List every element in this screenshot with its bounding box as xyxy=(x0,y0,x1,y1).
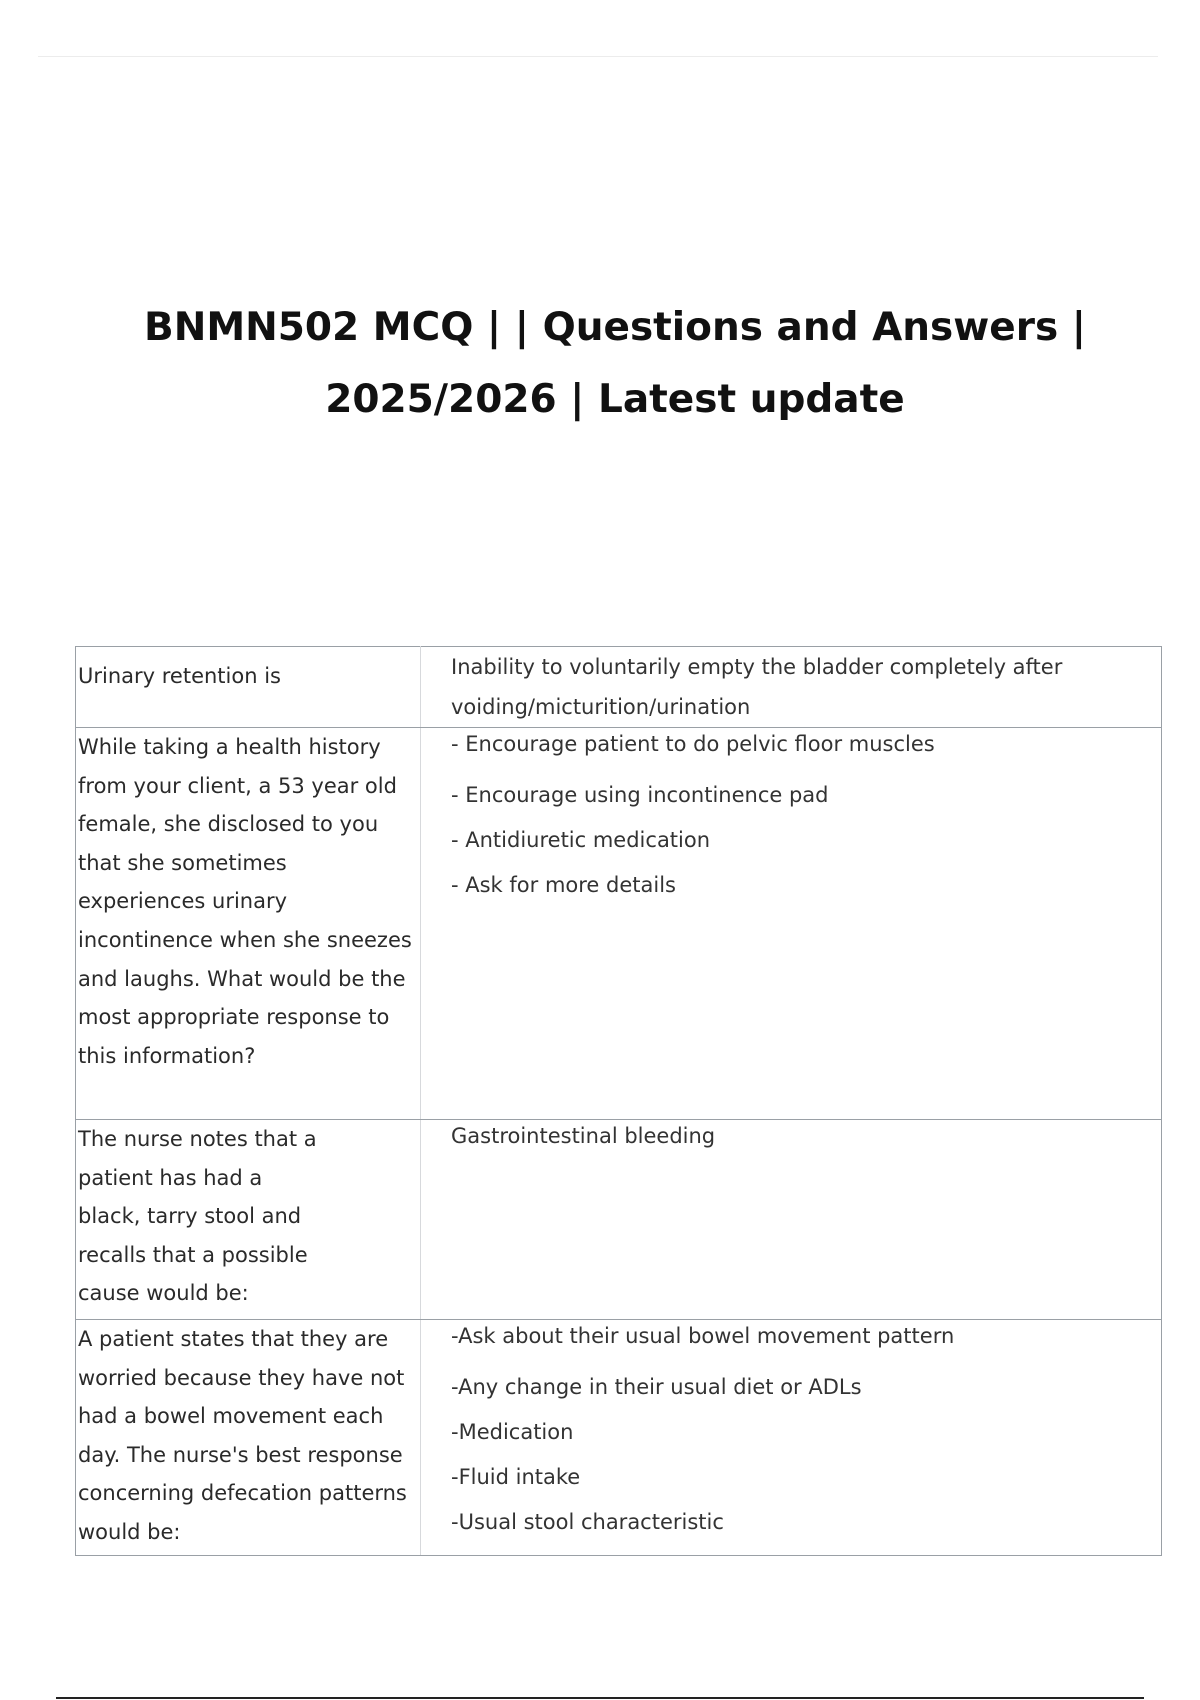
answer-item: -Medication xyxy=(451,1420,574,1444)
answer-item: - Encourage patient to do pelvic floor muscles xyxy=(451,732,935,756)
answer-cell xyxy=(421,1320,1162,1556)
document-title: BNMN502 MCQ | | Questions and Answers | 2025/2026 | Latest update xyxy=(143,305,1087,422)
answer-item: - Antidiuretic medication xyxy=(451,828,711,852)
question-text: Urinary retention is xyxy=(78,664,281,688)
qa-table xyxy=(75,646,1162,1556)
answer-cell xyxy=(421,647,1162,728)
answer-item: - Ask for more details xyxy=(451,873,676,897)
answer-cell xyxy=(421,1120,1162,1320)
table-row xyxy=(76,647,1162,728)
table-row xyxy=(76,728,1162,1120)
answer-item: -Usual stool characteristic xyxy=(451,1510,724,1534)
answer-item: -Any change in their usual diet or ADLs xyxy=(451,1375,862,1399)
table-row xyxy=(76,1320,1162,1556)
question-cell xyxy=(76,647,421,728)
bottom-divider xyxy=(56,1697,1144,1699)
answer-item: -Ask about their usual bowel movement pattern xyxy=(451,1324,955,1348)
top-divider xyxy=(38,56,1158,57)
answer-cell xyxy=(421,728,1162,1120)
question-text: While taking a health history from your client, a 53 year old female, she disclosed to you that she sometimes experiences urinary incontinence when she sneezes and laughs. What would be the most appropriate response to this information? xyxy=(78,735,412,1068)
question-text: The nurse notes that a patient has had a black, tarry stool and recalls that a possible cause would be: xyxy=(78,1127,317,1306)
answer-list xyxy=(451,1120,1153,1152)
answer-item: - Encourage using incontinence pad xyxy=(451,783,829,807)
question-cell xyxy=(76,1320,421,1556)
answer-item: Gastrointestinal bleeding xyxy=(451,1124,716,1148)
answer-item: -Fluid intake xyxy=(451,1465,581,1489)
answer-text: Inability to voluntarily empty the bladder completely after voiding/micturition/urination xyxy=(451,655,1063,719)
question-cell xyxy=(76,728,421,1120)
answer-list xyxy=(451,728,1153,908)
answer-list xyxy=(451,1320,1153,1545)
question-cell xyxy=(76,1120,421,1320)
table-row xyxy=(76,1120,1162,1320)
question-text: A patient states that they are worried because they have not had a bowel movement each day. The nurse's best response concerning defecation patterns would be: xyxy=(78,1327,407,1544)
